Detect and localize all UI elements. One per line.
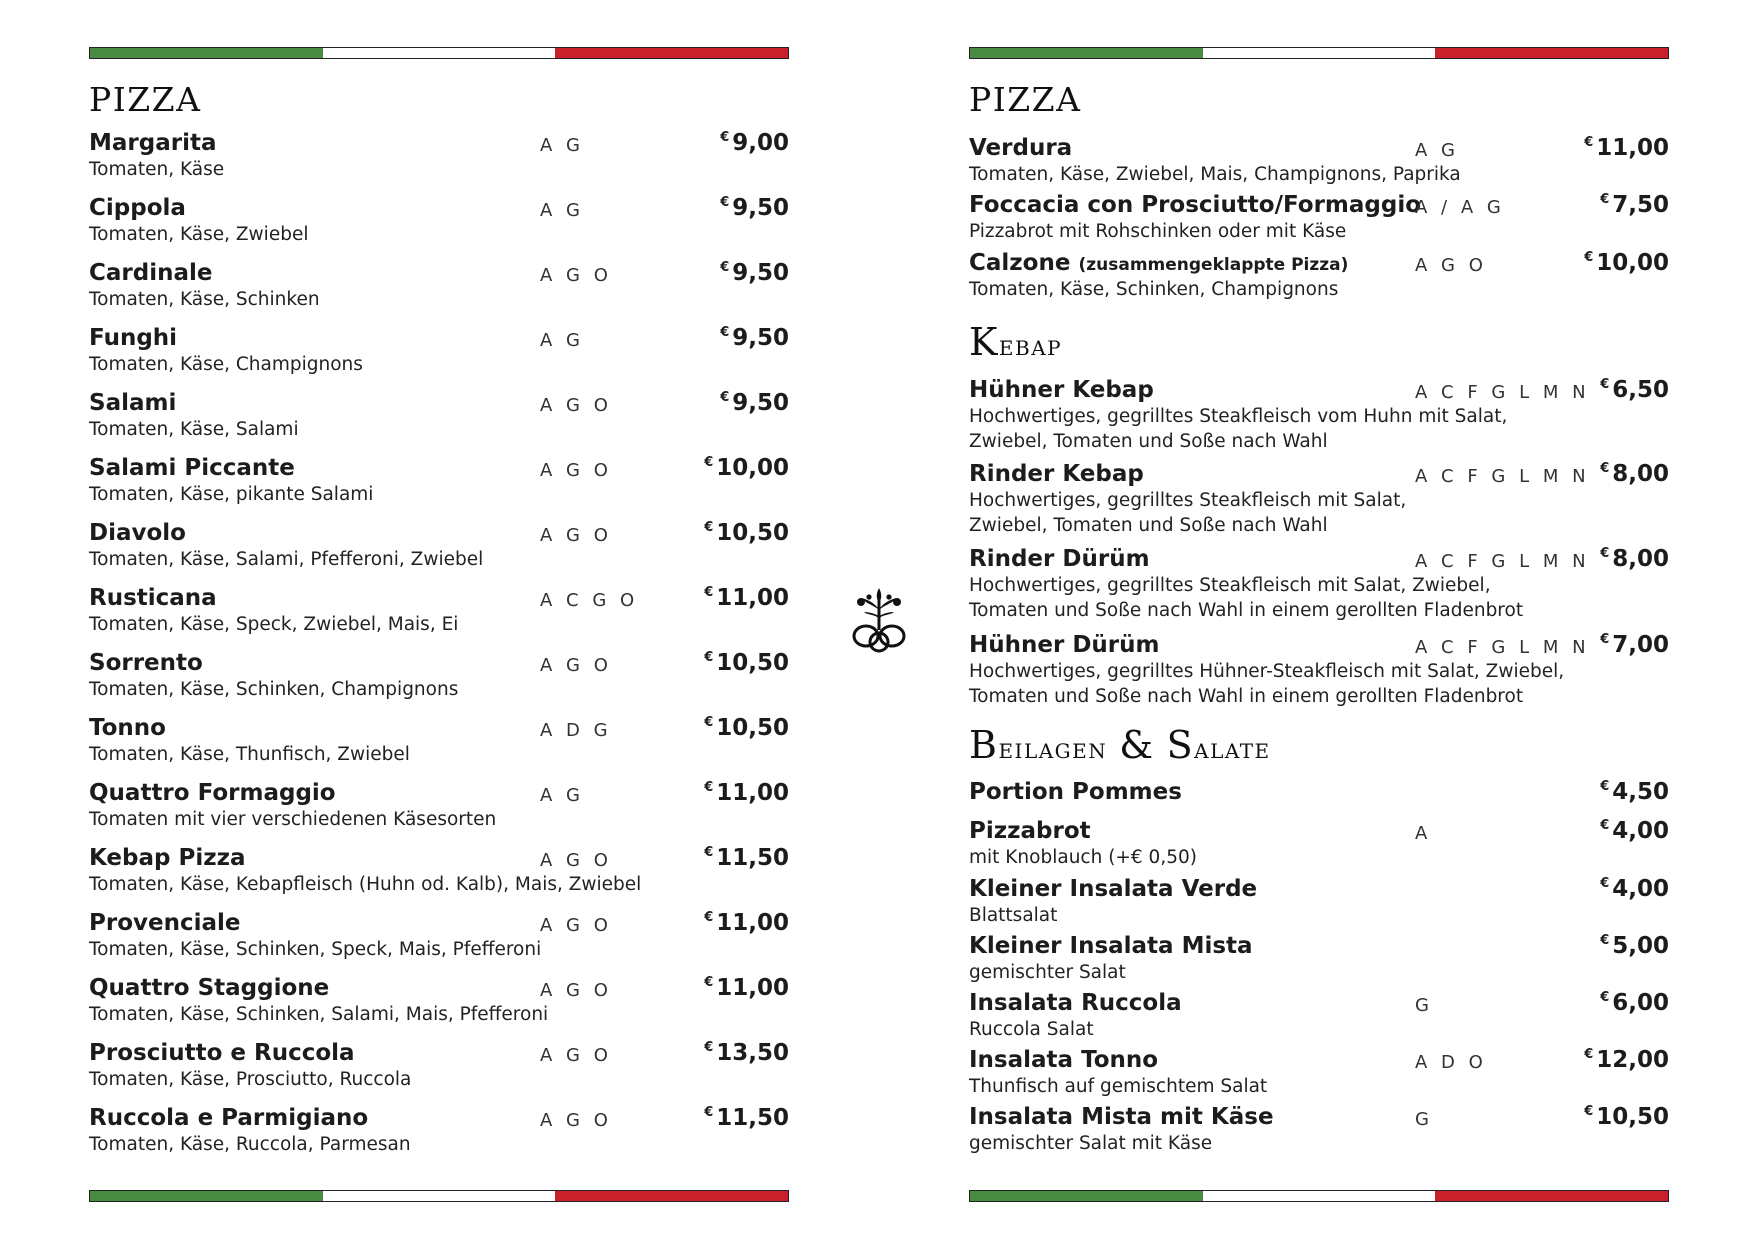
euro-symbol: €: [1584, 135, 1594, 150]
euro-symbol: €: [704, 845, 714, 860]
menu-item-name: [969, 876, 1257, 902]
beilagen-heading: [969, 723, 1271, 767]
menu-item-allergens: A G: [540, 200, 584, 221]
menu-item-price: [704, 455, 789, 481]
menu-item: [969, 632, 1669, 712]
menu-item-price-value: 11,00: [1596, 135, 1669, 161]
menu-item-allergens: A G O: [540, 460, 612, 481]
menu-item-price: [1600, 546, 1669, 572]
menu-item-allergens: A G: [540, 135, 584, 156]
menu-item-name: [89, 975, 329, 1001]
menu-item-description: Tomaten, Käse, Salami, Pfefferoni, Zwiebel: [89, 549, 484, 570]
menu-item-price-value: 10,50: [716, 650, 789, 676]
menu-item-price-value: 7,00: [1612, 632, 1669, 658]
menu-item-name-text: Rusticana: [89, 585, 217, 611]
menu-item-allergens: A C G O: [540, 590, 639, 611]
menu-item-allergens: G: [1415, 995, 1433, 1016]
menu-item-name-text: Insalata Ruccola: [969, 990, 1182, 1016]
kebap-heading-initial: K: [969, 320, 999, 364]
menu-item-price: [704, 910, 789, 936]
euro-symbol: €: [1584, 1104, 1594, 1119]
menu-item-price-value: 10,00: [716, 455, 789, 481]
menu-item-name-text: Quattro Formaggio: [89, 780, 336, 806]
menu-item-price: [704, 975, 789, 1001]
menu-item-name: [89, 845, 246, 871]
menu-item-price-value: 11,00: [716, 585, 789, 611]
beilagen-heading-word-1: eilagen: [998, 731, 1108, 765]
menu-item-price-value: 10,00: [1596, 250, 1669, 276]
menu-item-name: [969, 933, 1253, 959]
euro-symbol: €: [720, 195, 730, 210]
menu-item-price: [1600, 632, 1669, 658]
menu-item-price: [1600, 779, 1669, 805]
menu-item-description-line-2: Zwiebel, Tomaten und Soße nach Wahl: [969, 515, 1328, 536]
euro-symbol: €: [704, 520, 714, 535]
menu-item-price: [704, 845, 789, 871]
menu-item-name: [969, 779, 1182, 805]
menu-item-name-text: Tonno: [89, 715, 166, 741]
menu-item-allergens: A G: [1415, 140, 1459, 161]
menu-item-name: [89, 585, 217, 611]
euro-symbol: €: [720, 390, 730, 405]
menu-item-price: [704, 715, 789, 741]
menu-item-description-line-2: Tomaten und Soße nach Wahl in einem gerollten Fladenbrot: [969, 600, 1524, 621]
menu-item-price: [1600, 818, 1669, 844]
menu-item: [89, 455, 789, 511]
menu-item-name: [89, 455, 295, 481]
menu-item-name-text: Ruccola e Parmigiano: [89, 1105, 369, 1131]
euro-symbol: €: [1600, 933, 1610, 948]
menu-item-name-text: Hühner Kebap: [969, 377, 1154, 403]
menu-item-price: [1600, 933, 1669, 959]
menu-item-allergens: A C F G L M N: [1415, 466, 1590, 487]
menu-item-name-text: Cardinale: [89, 260, 213, 286]
menu-item-name-text: Hühner Dürüm: [969, 632, 1160, 658]
euro-symbol: €: [1600, 461, 1610, 476]
menu-item-name-text: Cippola: [89, 195, 186, 221]
menu-item-description: Tomaten, Käse, Schinken, Salami, Mais, Pfefferoni: [89, 1004, 549, 1025]
menu-item: [89, 130, 789, 186]
beilagen-heading-word-2: alate: [1194, 731, 1271, 765]
menu-item: [89, 195, 789, 251]
menu-item-price-value: 11,50: [716, 1105, 789, 1131]
menu-item: [89, 910, 789, 966]
menu-item-allergens: A G O: [1415, 255, 1487, 276]
menu-item-description-line-1: Hochwertiges, gegrilltes Steakfleisch mit Salat, Zwiebel,: [969, 575, 1491, 596]
kebap-heading: [969, 320, 1062, 364]
menu-item-price-value: 10,50: [716, 715, 789, 741]
menu-item-name: [969, 377, 1154, 403]
menu-item-name: [89, 130, 216, 156]
menu-item-price-value: 9,50: [732, 260, 789, 286]
menu-item-price: [1584, 135, 1669, 161]
menu-item-price-value: 11,00: [716, 780, 789, 806]
menu-item-price-value: 11,50: [716, 845, 789, 871]
menu-item-allergens: A G: [540, 785, 584, 806]
menu-item-name: [89, 1105, 368, 1131]
menu-item-allergens: A G O: [540, 850, 612, 871]
menu-item: [89, 325, 789, 381]
menu-item-price: [704, 1040, 789, 1066]
menu-item-price: [1600, 192, 1669, 218]
menu-item: [969, 818, 1669, 874]
menu-item-name: [969, 250, 1348, 276]
menu-item-name-text: Prosciutto e Ruccola: [89, 1040, 355, 1066]
menu-item-description: mit Knoblauch (+€ 0,50): [969, 847, 1197, 868]
menu-item-price-value: 8,00: [1612, 546, 1669, 572]
menu-item-description: Thunfisch auf gemischtem Salat: [969, 1076, 1268, 1097]
menu-item-description: Tomaten, Käse, Salami: [89, 419, 299, 440]
menu-item: [89, 975, 789, 1031]
right-page: [969, 0, 1669, 1240]
menu-item-allergens: A G O: [540, 915, 612, 936]
menu-item-allergens: A G O: [540, 655, 612, 676]
menu-item-name: [969, 990, 1182, 1016]
euro-symbol: €: [1600, 546, 1610, 561]
menu-item-allergens: A: [1415, 823, 1432, 844]
menu-item: [89, 585, 789, 641]
menu-item: [969, 461, 1669, 541]
menu-item-allergens: A G: [540, 330, 584, 351]
menu-item-allergens: A C F G L M N: [1415, 382, 1590, 403]
menu-item-price: [720, 390, 789, 416]
menu-item-price: [704, 585, 789, 611]
menu-item-description: Tomaten, Käse, Zwiebel: [89, 224, 309, 245]
right-pizza-heading: PIZZA: [969, 80, 1082, 119]
menu-item-description-line-1: Hochwertiges, gegrilltes Steakfleisch vom Huhn mit Salat,: [969, 406, 1508, 427]
menu-item-allergens: A G O: [540, 395, 612, 416]
menu-item-price-value: 6,00: [1612, 990, 1669, 1016]
menu-item-name: [969, 546, 1150, 572]
menu-item-name-text: Foccacia con Prosciutto/Formaggio: [969, 192, 1422, 218]
euro-symbol: €: [704, 1040, 714, 1055]
menu-item-price: [720, 260, 789, 286]
menu-item-name: [969, 632, 1159, 658]
menu-item: [969, 546, 1669, 626]
menu-item-description-line-2: Zwiebel, Tomaten und Soße nach Wahl: [969, 431, 1328, 452]
euro-symbol: €: [1584, 250, 1594, 265]
menu-item-price-value: 10,50: [1596, 1104, 1669, 1130]
menu-item-allergens: A G O: [540, 1110, 612, 1131]
menu-item-description: Tomaten, Käse, Prosciutto, Ruccola: [89, 1069, 412, 1090]
menu-item-price-value: 9,00: [732, 130, 789, 156]
menu-item-name: [969, 1104, 1274, 1130]
menu-item-name-text: Pizzabrot: [969, 818, 1091, 844]
menu-item-description: Tomaten, Käse, Speck, Zwiebel, Mais, Ei: [89, 614, 459, 635]
menu-item-name: [89, 325, 177, 351]
euro-symbol: €: [704, 910, 714, 925]
euro-symbol: €: [1600, 632, 1610, 647]
beilagen-heading-initial-s: S: [1166, 723, 1195, 767]
menu-item: [89, 1105, 789, 1161]
beilagen-heading-ampersand: &: [1119, 723, 1155, 767]
menu-item-allergens: A D G: [540, 720, 612, 741]
menu-item-price: [1584, 1104, 1669, 1130]
kebap-heading-rest: ebap: [998, 328, 1063, 362]
menu-item-description: Ruccola Salat: [969, 1019, 1094, 1040]
menu-item-name-text: Calzone: [969, 250, 1071, 276]
menu-item-price: [1600, 876, 1669, 902]
menu-item-description: Blattsalat: [969, 905, 1058, 926]
euro-symbol: €: [720, 260, 730, 275]
menu-item-allergens: A C F G L M N: [1415, 551, 1590, 572]
menu-item-description: Tomaten, Käse: [89, 159, 225, 180]
euro-symbol: €: [1600, 876, 1610, 891]
menu-item-price-value: 12,00: [1596, 1047, 1669, 1073]
left-page: [89, 0, 789, 1240]
menu-item-description: Tomaten, Käse, Schinken, Champignons: [969, 279, 1339, 300]
menu-item-allergens: G: [1415, 1109, 1433, 1130]
menu-item-description: Tomaten, Käse, pikante Salami: [89, 484, 374, 505]
menu-item-description: Tomaten, Käse, Schinken, Speck, Mais, Pfefferoni: [89, 939, 542, 960]
menu-item-name-text: Kleiner Insalata Mista: [969, 933, 1253, 959]
menu-item: [89, 780, 789, 836]
menu-item-description: Tomaten mit vier verschiedenen Käsesorten: [89, 809, 497, 830]
euro-symbol: €: [704, 975, 714, 990]
menu-item-price-value: 7,50: [1612, 192, 1669, 218]
menu-item: [969, 933, 1669, 989]
menu-item-description: Pizzabrot mit Rohschinken oder mit Käse: [969, 221, 1347, 242]
menu-item-allergens: A C F G L M N: [1415, 637, 1590, 658]
menu-item-name: [969, 1047, 1158, 1073]
menu-item: [89, 1040, 789, 1096]
menu-item-description: Tomaten, Käse, Schinken, Champignons: [89, 679, 459, 700]
menu-item-description: Tomaten, Käse, Ruccola, Parmesan: [89, 1134, 411, 1155]
menu-item-name-text: Funghi: [89, 325, 178, 351]
menu-item-price: [720, 325, 789, 351]
menu-item-name: [89, 715, 166, 741]
menu-item-name-text: Rinder Dürüm: [969, 546, 1150, 572]
menu-item: [969, 1104, 1669, 1160]
menu-item-price: [704, 780, 789, 806]
menu-item-allergens: A G O: [540, 525, 612, 546]
menu-item: [969, 192, 1669, 248]
menu-item-allergens: A G O: [540, 980, 612, 1001]
menu-item-price-value: 11,00: [716, 910, 789, 936]
menu-item-name-text: Quattro Staggione: [89, 975, 330, 1001]
menu-item: [969, 876, 1669, 932]
menu-item: [969, 135, 1669, 191]
menu-item-description-line-1: Hochwertiges, gegrilltes Hühner-Steakfleisch mit Salat, Zwiebel,: [969, 661, 1565, 682]
menu-item: [89, 520, 789, 576]
menu-item-price-value: 9,50: [732, 195, 789, 221]
menu-item-name: [969, 818, 1091, 844]
menu-item-allergens: A G O: [540, 265, 612, 286]
menu-item-note: (zusammengeklappte Pizza): [1078, 255, 1349, 275]
menu-item-price: [1600, 990, 1669, 1016]
euro-symbol: €: [704, 455, 714, 470]
menu-item-allergens: A G O: [540, 1045, 612, 1066]
menu-item-description: Tomaten, Käse, Zwiebel, Mais, Champignons, Paprika: [969, 164, 1461, 185]
menu-item-name: [89, 195, 186, 221]
menu-item: [969, 990, 1669, 1046]
fleur-ornament-icon: [848, 588, 910, 658]
menu-item-name-text: Sorrento: [89, 650, 203, 676]
menu-item-price-value: 4,50: [1612, 779, 1669, 805]
menu-item-name: [89, 260, 212, 286]
menu-item-allergens: A D O: [1415, 1052, 1487, 1073]
menu-item-price-value: 8,00: [1612, 461, 1669, 487]
menu-item-name-text: Kleiner Insalata Verde: [969, 876, 1258, 902]
menu-item-name-text: Salami: [89, 390, 177, 416]
menu-item-description: gemischter Salat mit Käse: [969, 1133, 1213, 1154]
menu-item: [969, 250, 1669, 306]
menu-item-description-line-1: Hochwertiges, gegrilltes Steakfleisch mit Salat,: [969, 490, 1407, 511]
menu-item-name: [969, 461, 1144, 487]
euro-symbol: €: [720, 325, 730, 340]
menu-item-description: Tomaten, Käse, Schinken: [89, 289, 320, 310]
euro-symbol: €: [1584, 1047, 1594, 1062]
menu-item-name: [969, 192, 1421, 218]
menu-item-name-text: Verdura: [969, 135, 1073, 161]
euro-symbol: €: [704, 780, 714, 795]
euro-symbol: €: [1600, 818, 1610, 833]
menu-item-price-value: 4,00: [1612, 818, 1669, 844]
menu-item-name: [89, 780, 336, 806]
menu-item-price: [1584, 1047, 1669, 1073]
menu-item-name-text: Rinder Kebap: [969, 461, 1144, 487]
menu-item: [89, 715, 789, 771]
euro-symbol: €: [704, 1105, 714, 1120]
menu-item-price-value: 13,50: [716, 1040, 789, 1066]
menu-item-description-line-2: Tomaten und Soße nach Wahl in einem gerollten Fladenbrot: [969, 686, 1524, 707]
menu-item-price-value: 4,00: [1612, 876, 1669, 902]
euro-symbol: €: [1600, 779, 1610, 794]
menu-item: [89, 260, 789, 316]
menu-item-name-text: Insalata Tonno: [969, 1047, 1159, 1073]
menu-item-description: gemischter Salat: [969, 962, 1126, 983]
menu-item: [969, 377, 1669, 457]
menu-item-price-value: 5,00: [1612, 933, 1669, 959]
menu-item-price: [1600, 461, 1669, 487]
menu-item-name-text: Margarita: [89, 130, 217, 156]
menu-item-name-text: Provenciale: [89, 910, 241, 936]
euro-symbol: €: [1600, 377, 1610, 392]
menu-item-price: [720, 130, 789, 156]
menu-item-price: [720, 195, 789, 221]
menu-item-name-text: Diavolo: [89, 520, 186, 546]
menu-item-name: [89, 1040, 355, 1066]
menu-item-name: [89, 390, 176, 416]
euro-symbol: €: [704, 650, 714, 665]
euro-symbol: €: [1600, 990, 1610, 1005]
menu-item-price: [704, 520, 789, 546]
menu-item-price: [1600, 377, 1669, 403]
menu-item-name: [89, 650, 203, 676]
menu-item-name-text: Insalata Mista mit Käse: [969, 1104, 1274, 1130]
menu-item-price-value: 10,50: [716, 520, 789, 546]
menu-item-allergens: A / A G: [1415, 197, 1505, 218]
menu-item-price-value: 9,50: [732, 325, 789, 351]
menu-item-price: [704, 650, 789, 676]
menu-item-name: [969, 135, 1072, 161]
euro-symbol: €: [704, 715, 714, 730]
menu-item-description: Tomaten, Käse, Thunfisch, Zwiebel: [89, 744, 410, 765]
menu-item: [969, 1047, 1669, 1103]
menu-item-name-text: Salami Piccante: [89, 455, 295, 481]
menu-item-name: [89, 520, 186, 546]
menu-item-name-text: Kebap Pizza: [89, 845, 246, 871]
menu-item-description: Tomaten, Käse, Kebapfleisch (Huhn od. Kalb), Mais, Zwiebel: [89, 874, 642, 895]
menu-item-price: [704, 1105, 789, 1131]
menu-item-price: [1584, 250, 1669, 276]
menu-item-description: Tomaten, Käse, Champignons: [89, 354, 363, 375]
left-pizza-heading: PIZZA: [89, 80, 202, 119]
menu-item-price-value: 9,50: [732, 390, 789, 416]
beilagen-heading-initial-b: B: [969, 723, 999, 767]
euro-symbol: €: [720, 130, 730, 145]
euro-symbol: €: [704, 585, 714, 600]
euro-symbol: €: [1600, 192, 1610, 207]
menu-item-name: [89, 910, 241, 936]
menu-item-name-text: Portion Pommes: [969, 779, 1182, 805]
menu-item-price-value: 11,00: [716, 975, 789, 1001]
menu-item-price-value: 6,50: [1612, 377, 1669, 403]
menu-item: [89, 390, 789, 446]
menu-item: [89, 650, 789, 706]
menu-item: [89, 845, 789, 901]
